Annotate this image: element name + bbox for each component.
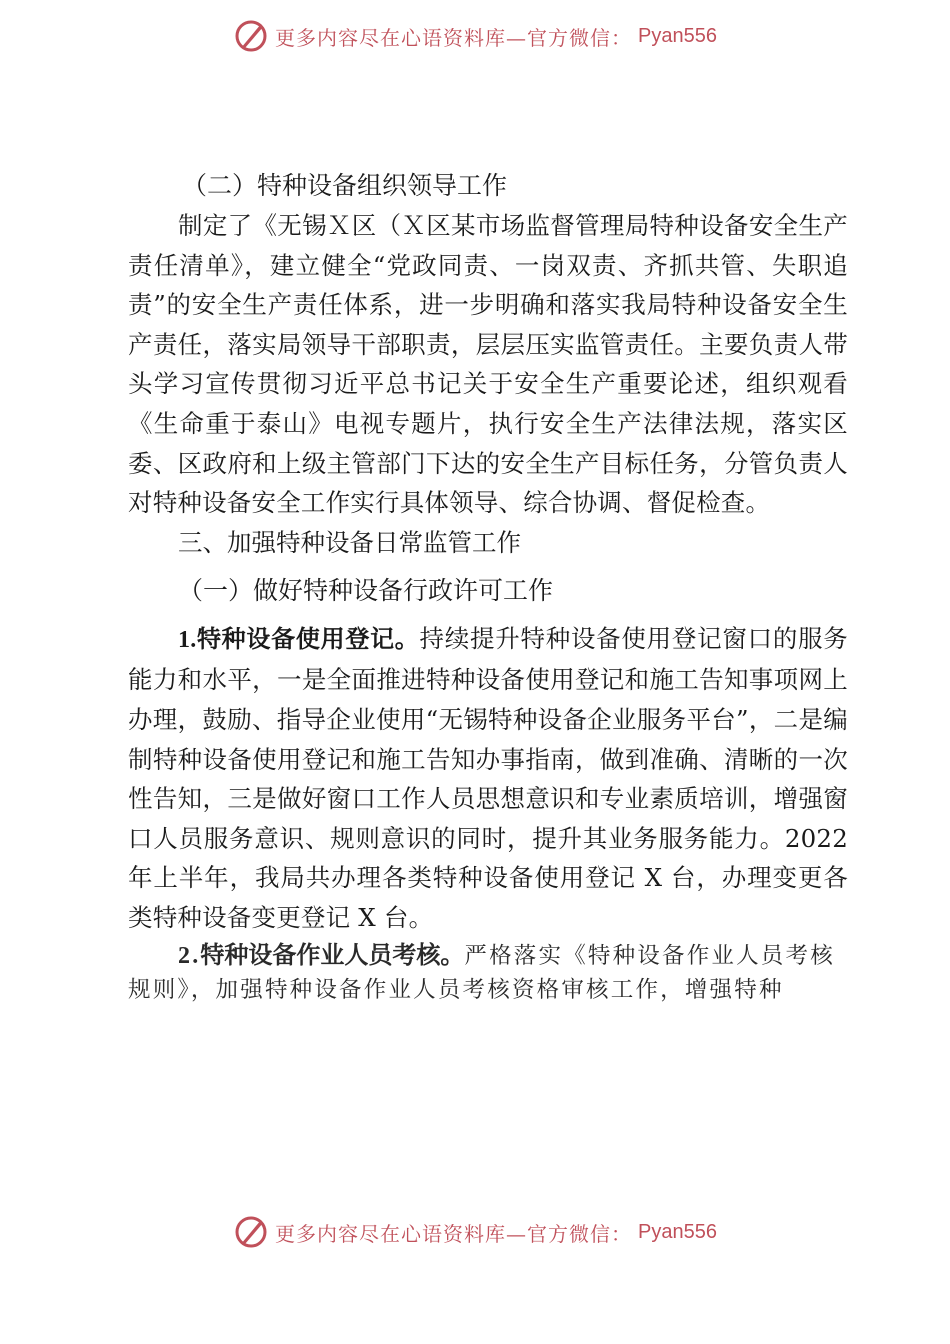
watermark-wechat-id: Pyan556 <box>638 24 717 47</box>
watermark-text: 更多内容尽在心语资料库—官方微信： <box>275 25 633 50</box>
item-number: 1. <box>178 626 197 653</box>
item-body: 严格落实《特种设备作业人员考核规则》，加强特种设备作业人员考核资格审核工作，增强特种 <box>128 942 835 1003</box>
document-body <box>128 166 848 1007</box>
quill-circle-icon <box>233 1214 269 1250</box>
watermark-text: 更多内容尽在心语资料库—官方微信： <box>275 1221 633 1246</box>
item-number: 2. <box>178 942 201 969</box>
section-heading-3-1: （一）做好特种设备行政许可工作 <box>178 575 554 605</box>
quill-circle-icon <box>233 18 269 54</box>
watermark-wechat-id: Pyan556 <box>638 1220 717 1243</box>
footer-watermark <box>0 1210 950 1254</box>
item-title: 特种设备作业人员考核。 <box>200 940 465 969</box>
item-personnel-assessment <box>128 938 848 1007</box>
section-heading-2: （二）特种设备组织领导工作 <box>182 171 508 200</box>
item-title: 特种设备使用登记。 <box>196 624 420 653</box>
paragraph-responsibility: 制定了《无锡Ｘ区（Ｘ区某市场监督管理局特种设备安全生产责任清单》，建立健全“党政同责、一岗双责、齐抓共管、失职追责”的安全生产责任体系，进一步明确和落实我局特种设备安全生产责任，落实局领导干部职责，层层压实监管责任。主要负责人带头学习宣传贯彻习近平总书记关于安全生产重要论述，组织观看《生命重于泰山》电视专题片，执行安全生产法律法规，落实区委、区政府和上级主管部门下达的安全生产目标任务，分管负责人对特种设备安全工作实行具体领导、综合协调、督促检查。 <box>128 211 848 518</box>
item-registration <box>128 619 848 938</box>
header-watermark <box>0 14 950 58</box>
section-title-3: 三、加强特种设备日常监管工作 <box>178 527 521 557</box>
item-body: 持续提升特种设备使用登记窗口的服务能力和水平，一是全面推进特种设备使用登记和施工告知事项网上办理，鼓励、指导企业使用“无锡特种设备企业服务平台”，二是编制特种设备使用登记和施工告知办事指南，做到准确、清晰的一次性告知，三是做好窗口工作人员思想意识和专业素质培训，增强窗口人员服务意识、规则意识的同时，提升其业务服务能力。2022年上半年，我局共办理各类特种设备使用登记 X 台，办理变更各类特种设备变更登记 X 台。 <box>128 623 848 932</box>
